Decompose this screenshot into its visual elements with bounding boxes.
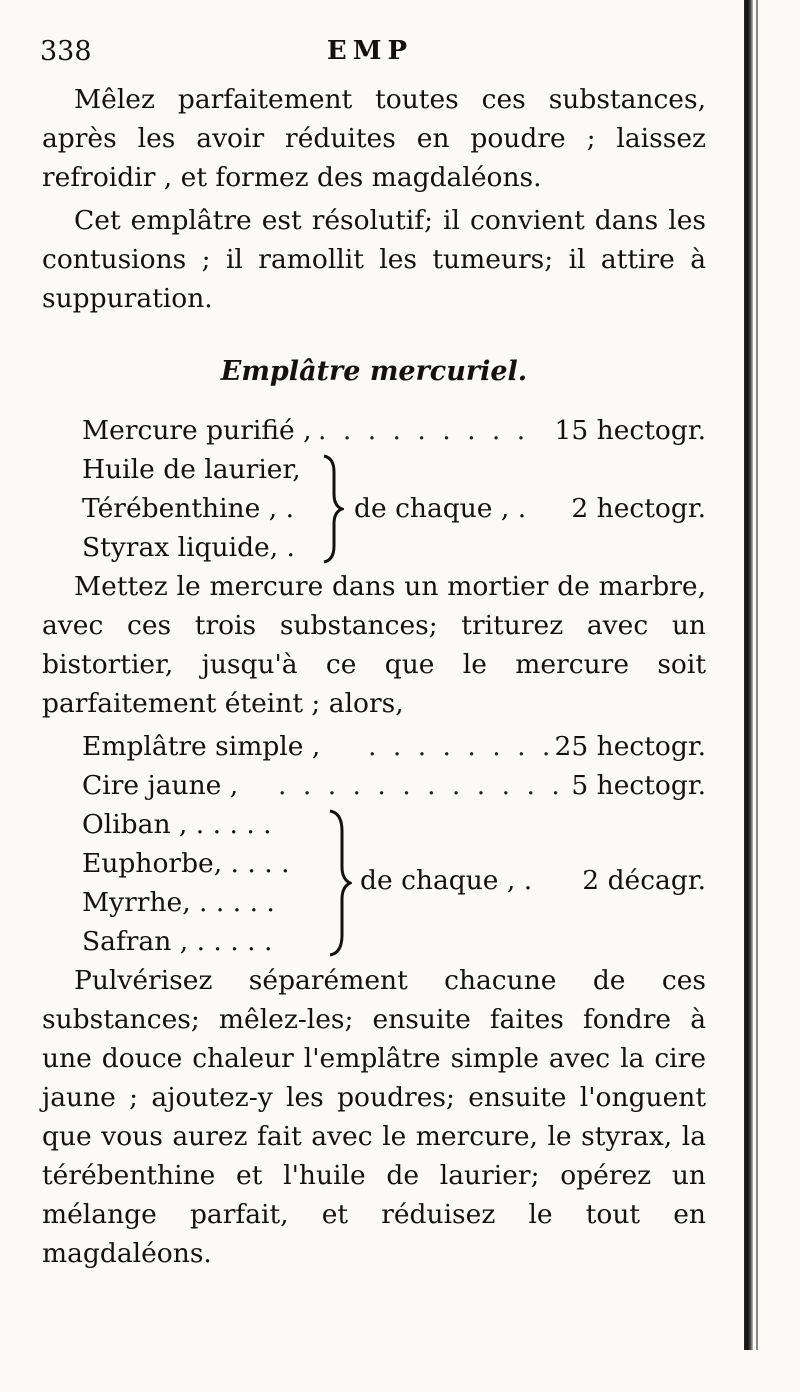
group-item (82, 450, 706, 489)
page-header (40, 36, 700, 76)
page-number: 338 (40, 36, 92, 67)
paragraph-properties: Cet emplâtre est résolutif; il convient dans les contusions ; il ramollit les tumeurs; il attire à suppuration. (42, 205, 706, 314)
recipe-line (82, 727, 706, 766)
leader-dots: . . . . . . . . . . . . (278, 770, 564, 801)
group-item (82, 528, 706, 567)
page-binding-edge (744, 0, 753, 1350)
ingredient-name: Euphorbe, . . . . (82, 848, 290, 879)
each-label: de chaque , . (360, 865, 533, 896)
leader-dots: . . . . . . . . (368, 731, 555, 762)
group-item (82, 805, 706, 844)
ingredient-name: Cire jaune , (82, 770, 239, 801)
recipe-line (82, 766, 706, 805)
ingredient-name: Oliban , . . . . . (82, 809, 272, 840)
ingredient-quantity: 25 hectogr. (554, 731, 706, 762)
ingredient-quantity: 2 décagr. (582, 865, 706, 896)
ingredient-name: Térébenthine , . (82, 493, 294, 524)
ingredient-name: Huile de laurier, (82, 454, 301, 485)
section-title: Emplâtre mercuriel. (220, 356, 528, 387)
group-item (82, 922, 706, 961)
curly-brace-icon (320, 454, 344, 564)
ingredient-quantity: 15 hectogr. (554, 415, 706, 446)
leader-dots: . . . . . . . . . (318, 415, 530, 446)
ingredient-group (82, 450, 706, 567)
ingredient-name: Safran , . . . . . (82, 926, 273, 957)
ingredient-quantity: 2 hectogr. (571, 493, 706, 524)
page-body (42, 80, 706, 1277)
recipe-line (82, 411, 706, 450)
ingredient-quantity: 5 hectogr. (571, 770, 706, 801)
recipe-list-2 (82, 727, 706, 961)
ingredient-name: Mercure purifié , (82, 415, 312, 446)
ingredient-name: Styrax liquide, . (82, 532, 295, 563)
recipe-list-1 (82, 411, 706, 567)
each-label: de chaque , . (354, 493, 527, 524)
paragraph-mercury-instructions: Mettez le mercure dans un mortier de marbre, avec ces trois substances; triturez avec un bistortier, jusqu'à ce que le mercure soit parfaitement éteint ; alors, (42, 571, 706, 719)
page-binding-line (756, 0, 758, 1350)
paragraph-mix-instructions: Mêlez parfaitement toutes ces substances, après les avoir réduites en poudre ; laissez refroidir , et formez des magdaléons. (42, 84, 706, 193)
ingredient-group (82, 805, 706, 961)
ingredient-name: Emplâtre simple , (82, 731, 321, 762)
ingredient-name: Myrrhe, . . . . . (82, 887, 275, 918)
curly-brace-icon (326, 809, 352, 957)
running-head: EMP (326, 36, 414, 66)
paragraph-final-instructions: Pulvérisez séparément chacune de ces substances; mêlez-les; ensuite faites fondre à une douce chaleur l'emplâtre simple avec la cire jaune ; ajoutez-y les poudres; ensuite l'onguent que vous aurez fait avec le mercure, le styrax, la térébenthine et l'huile de laurier; opérez un mélange parfait, et réduisez le tout en magdaléons. (42, 965, 706, 1269)
